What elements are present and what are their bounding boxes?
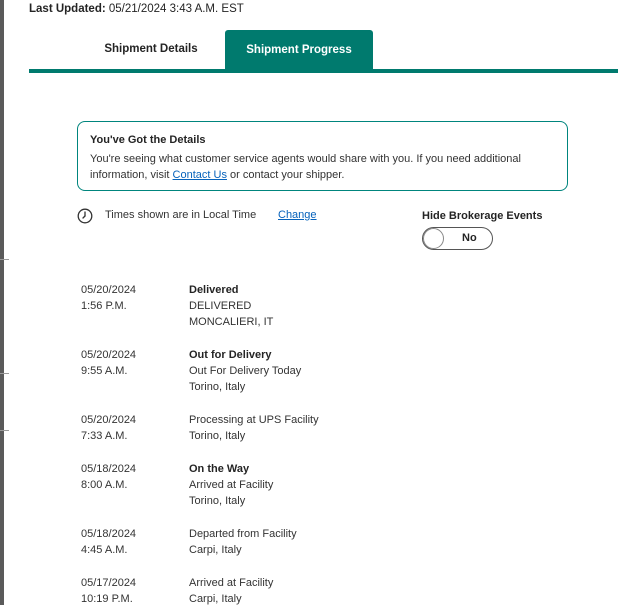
event-item xyxy=(81,282,481,330)
event-status: On the Way xyxy=(189,463,250,475)
left-window-edge xyxy=(0,0,4,605)
clock-icon xyxy=(77,208,93,224)
event-time: 7:33 A.M. xyxy=(81,430,128,442)
event-description: Arrived at Facility xyxy=(189,479,274,491)
event-date: 05/20/2024 xyxy=(81,349,137,361)
notice-post-link: or contact your shipper. xyxy=(230,169,345,181)
tab-underline xyxy=(29,69,618,73)
last-updated xyxy=(29,3,244,15)
event-time: 4:45 A.M. xyxy=(81,544,128,556)
event-date: 05/17/2024 xyxy=(81,577,137,589)
change-time-link[interactable]: Change xyxy=(278,209,317,221)
event-time: 1:56 P.M. xyxy=(81,300,127,312)
hide-brokerage-label: Hide Brokerage Events xyxy=(422,210,543,222)
notice-pre-link: information, visit xyxy=(90,169,170,181)
event-when xyxy=(81,461,181,493)
notice-body xyxy=(90,151,555,183)
tab-shipment-progress[interactable]: Shipment Progress xyxy=(225,30,373,70)
tab-bar xyxy=(29,30,618,73)
hide-brokerage-toggle[interactable] xyxy=(422,227,493,250)
event-item xyxy=(81,412,481,444)
event-item xyxy=(81,575,481,605)
event-when xyxy=(81,526,181,558)
event-location: Carpi, Italy xyxy=(189,544,242,556)
event-description: Arrived at Facility xyxy=(189,577,274,589)
local-time-text: Times shown are in Local Time xyxy=(105,209,257,221)
event-when xyxy=(81,347,181,379)
event-location: Torino, Italy xyxy=(189,495,246,507)
event-time: 8:00 A.M. xyxy=(81,479,128,491)
event-details xyxy=(189,575,481,605)
event-details xyxy=(189,347,481,395)
last-updated-value: 05/21/2024 3:43 A.M. EST xyxy=(108,3,244,15)
event-item xyxy=(81,461,481,509)
events-list xyxy=(81,282,481,605)
event-details xyxy=(189,526,481,558)
time-zone-row xyxy=(77,207,377,225)
event-date: 05/20/2024 xyxy=(81,284,137,296)
event-location: Torino, Italy xyxy=(189,430,246,442)
last-updated-label: Last Updated: xyxy=(29,3,106,15)
event-time: 9:55 A.M. xyxy=(81,365,128,377)
event-date: 05/18/2024 xyxy=(81,463,137,475)
event-details xyxy=(189,282,481,330)
toggle-knob xyxy=(423,228,444,249)
edge-divider xyxy=(0,373,9,374)
event-when xyxy=(81,282,181,314)
event-location: MONCALIERI, IT xyxy=(189,316,274,328)
contact-us-link[interactable]: Contact Us xyxy=(172,169,227,181)
event-date: 05/18/2024 xyxy=(81,528,137,540)
details-notice xyxy=(77,121,568,191)
event-when xyxy=(81,575,181,605)
event-status: Delivered xyxy=(189,284,239,296)
event-date: 05/20/2024 xyxy=(81,414,137,426)
event-location: Carpi, Italy xyxy=(189,593,242,605)
event-description: DELIVERED xyxy=(189,300,252,312)
event-time: 10:19 P.M. xyxy=(81,593,133,605)
edge-divider xyxy=(0,430,9,431)
event-item xyxy=(81,526,481,558)
event-item xyxy=(81,347,481,395)
tab-shipment-details[interactable]: Shipment Details xyxy=(104,43,198,55)
event-description: Departed from Facility xyxy=(189,528,297,540)
event-description: Processing at UPS Facility xyxy=(189,414,319,426)
event-location: Torino, Italy xyxy=(189,381,246,393)
event-description: Out For Delivery Today xyxy=(189,365,302,377)
event-status: Out for Delivery xyxy=(189,349,272,361)
edge-divider xyxy=(0,259,9,260)
notice-line1: You're seeing what customer service agents would share with you. If you need additional xyxy=(90,153,521,165)
event-details xyxy=(189,412,481,444)
notice-title: You've Got the Details xyxy=(90,134,206,146)
event-when xyxy=(81,412,181,444)
event-details xyxy=(189,461,481,509)
toggle-value: No xyxy=(462,232,477,244)
